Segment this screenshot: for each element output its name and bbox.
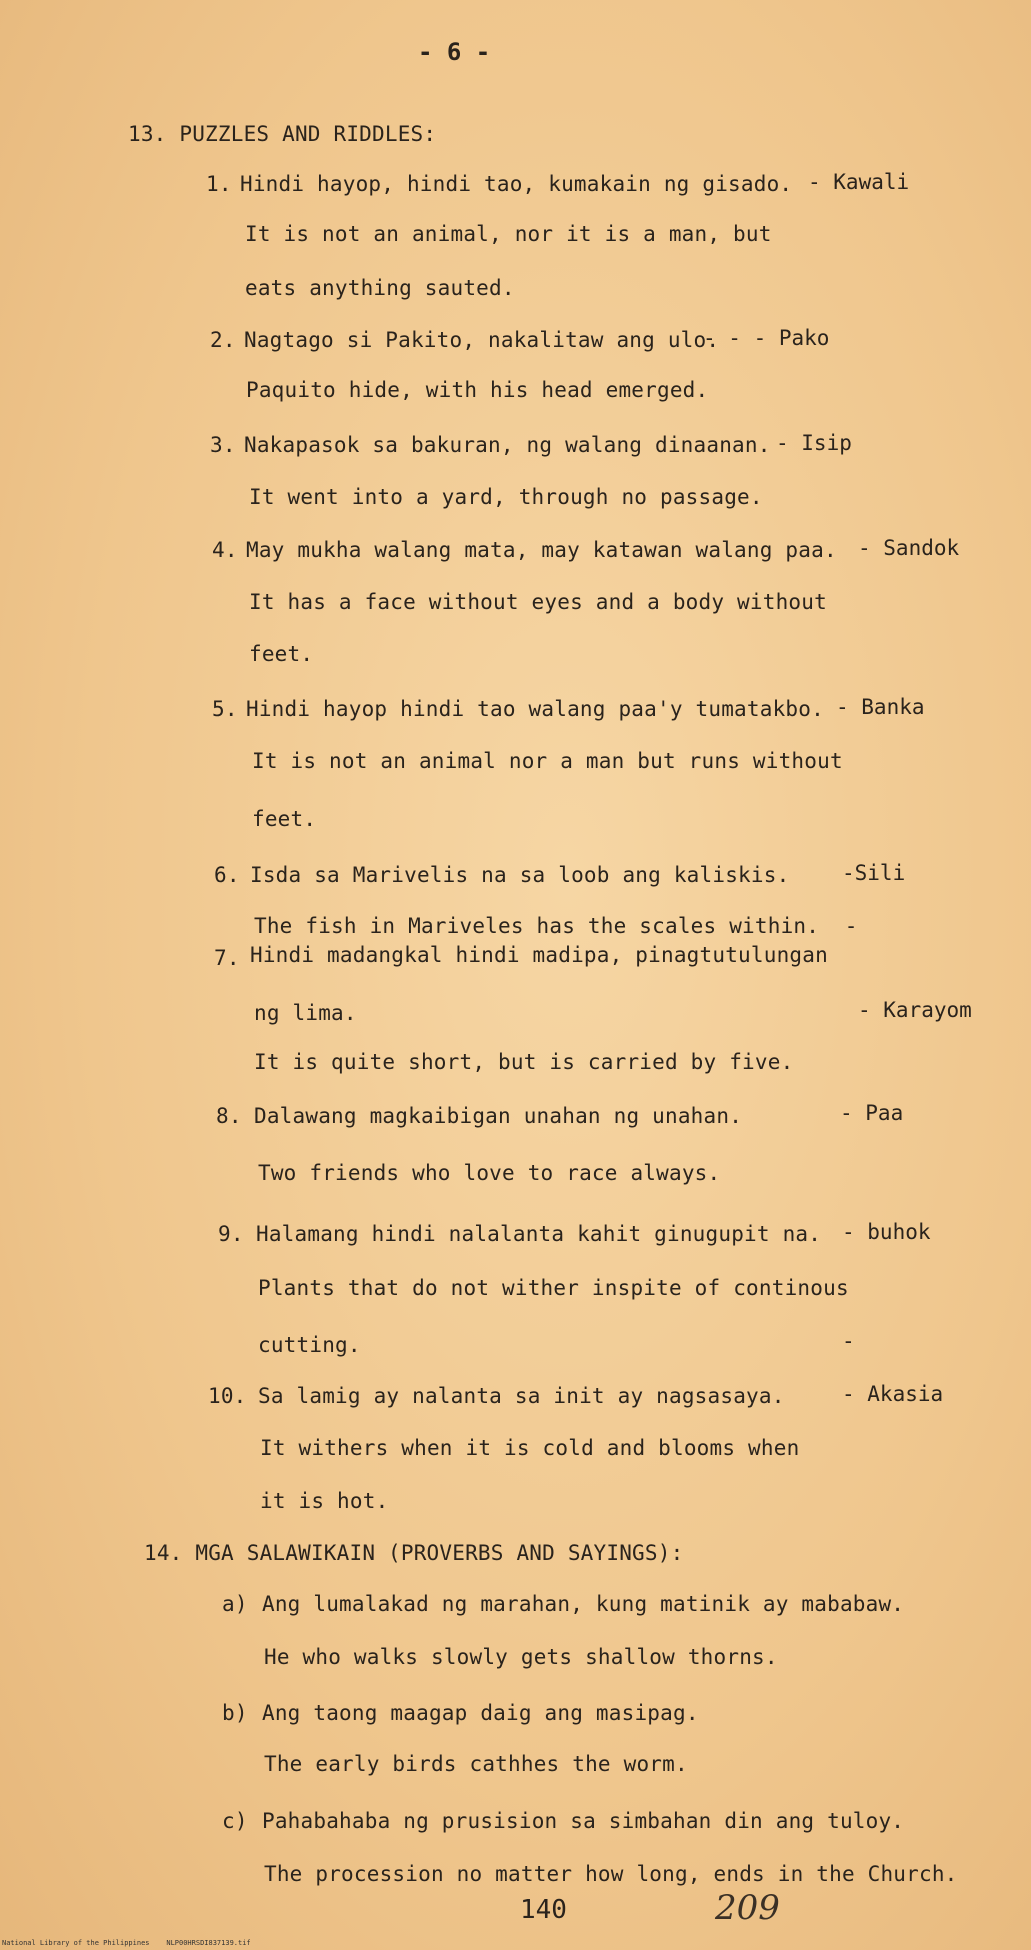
section-13-title: 13. PUZZLES AND RIDDLES: — [128, 122, 437, 146]
riddle-9-text: Halamang hindi nalalanta kahit ginugupit na. — [256, 1222, 822, 1246]
riddle-2-translation-line-1: Paquito hide, with his head emerged. — [246, 378, 709, 402]
riddle-3-answer: - Isip — [776, 431, 852, 455]
riddle-6-text: Isda sa Marivelis na sa loob ang kaliskis. — [250, 863, 790, 887]
riddle-6-translation-line-1: The fish in Mariveles has the scales within. - — [254, 914, 858, 938]
riddle-9-number: 9. — [218, 1222, 244, 1246]
riddle-1-translation-line-2: eats anything sauted. — [245, 276, 515, 300]
proverb-a-translation: He who walks slowly gets shallow thorns. — [264, 1645, 778, 1669]
riddle-2-number: 2. — [210, 328, 236, 352]
proverb-c-text: Pahabahaba ng prusision sa simbahan din ang tuloy. — [262, 1809, 905, 1833]
riddle-3-translation-line-1: It went into a yard, through no passage. — [249, 485, 763, 509]
proverb-b-translation: The early birds cathhes the worm. — [264, 1752, 688, 1776]
trailing-dash: - — [842, 1329, 855, 1353]
proverb-b-label: b) — [222, 1701, 248, 1725]
proverb-c-label: c) — [222, 1809, 248, 1833]
section-14-title: 14. MGA SALAWIKAIN (PROVERBS AND SAYINGS): — [144, 1541, 684, 1565]
riddle-8-translation-line-1: Two friends who love to race always. — [258, 1161, 721, 1185]
riddle-6-answer: -Sili — [842, 861, 906, 885]
proverb-a-text: Ang lumalakad ng marahan, kung matinik ay mababaw. — [262, 1592, 905, 1616]
riddle-3-number: 3. — [210, 433, 236, 457]
riddle-5-translation-line-1: It is not an animal nor a man but runs without — [252, 749, 843, 773]
stamp-number: 140 — [520, 1895, 567, 1925]
riddle-6-number: 6. — [214, 863, 240, 887]
riddle-7-number: 7. — [214, 946, 240, 970]
riddle-2-answer: - - - Pako — [703, 326, 830, 350]
riddle-10-answer: - Akasia — [842, 1382, 944, 1406]
riddle-8-text: Dalawang magkaibigan unahan ng unahan. — [254, 1104, 743, 1128]
riddle-8-number: 8. — [216, 1104, 242, 1128]
proverb-a-label: a) — [222, 1592, 248, 1616]
riddle-2-text: Nagtago si Pakito, nakalitaw ang ulo. — [244, 328, 720, 352]
riddle-1-translation-line-1: It is not an animal, nor it is a man, but — [245, 222, 772, 246]
riddle-5-text: Hindi hayop hindi tao walang paa'y tumatakbo. — [246, 697, 824, 721]
riddle-5-translation-line-2: feet. — [252, 807, 317, 831]
riddle-8-answer: - Paa — [840, 1101, 904, 1125]
riddle-9-answer: - buhok — [842, 1220, 931, 1244]
footer-caption: National Library of the Philippines NLP00HRSDI837139.tif — [2, 1939, 251, 1947]
riddle-10-translation-line-2: it is hot. — [260, 1489, 389, 1513]
riddle-7-translation-line-1: It is quite short, but is carried by five. — [254, 1050, 794, 1074]
riddle-9-translation-line-2: cutting. — [258, 1333, 361, 1357]
riddle-7-answer: - Karayom — [858, 998, 972, 1022]
riddle-4-translation-line-1: It has a face without eyes and a body without — [249, 590, 827, 614]
riddle-3-text: Nakapasok sa bakuran, ng walang dinaanan. — [244, 433, 771, 457]
riddle-10-number: 10. — [208, 1384, 247, 1408]
riddle-1-text: Hindi hayop, hindi tao, kumakain ng gisado. — [240, 172, 793, 196]
riddle-10-text: Sa lamig ay nalanta sa init ay nagsasaya. — [258, 1384, 785, 1408]
riddle-10-translation-line-1: It withers when it is cold and blooms when — [260, 1436, 800, 1460]
riddle-4-text: May mukha walang mata, may katawan walang paa. — [246, 538, 837, 562]
riddle-4-number: 4. — [212, 538, 238, 562]
riddle-9-translation-line-1: Plants that do not wither inspite of continous — [258, 1276, 849, 1300]
proverb-c-translation: The procession no matter how long, ends in the Church. — [264, 1862, 958, 1886]
riddle-7-text-line-2: ng lima. — [254, 1001, 357, 1025]
riddle-4-translation-line-2: feet. — [249, 642, 314, 666]
proverb-b-text: Ang taong maagap daig ang masipag. — [262, 1701, 699, 1725]
riddle-5-answer: - Banka — [836, 695, 925, 719]
page-number: - 6 - — [418, 38, 491, 66]
riddle-1-number: 1. — [206, 172, 232, 196]
riddle-1-answer: - Kawali — [808, 170, 910, 194]
riddle-4-answer: - Sandok — [858, 536, 960, 560]
riddle-5-number: 5. — [212, 697, 238, 721]
riddle-7-text: Hindi madangkal hindi madipa, pinagtutulungan — [250, 943, 828, 967]
handwritten-number: 209 — [715, 1888, 780, 1928]
